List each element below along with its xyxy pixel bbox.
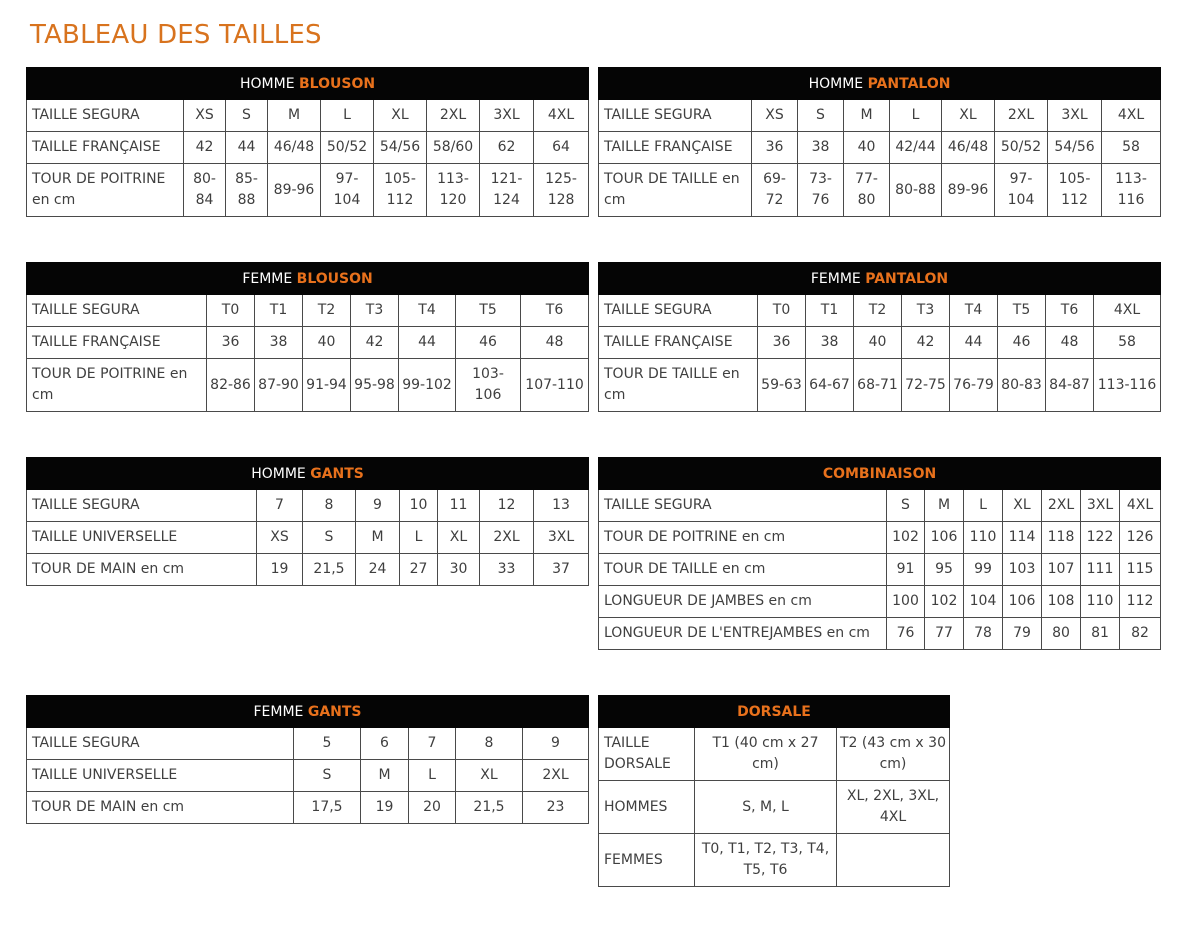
table-cell: 82 bbox=[1120, 618, 1161, 650]
table-cell: 44 bbox=[399, 327, 456, 359]
table-cell: 126 bbox=[1120, 522, 1161, 554]
table-cell: 64-67 bbox=[806, 359, 854, 412]
table-cell: 50/52 bbox=[995, 132, 1048, 164]
table-cell: 36 bbox=[207, 327, 255, 359]
row-label: TOUR DE MAIN en cm bbox=[27, 554, 257, 586]
table-cell: 4XL bbox=[534, 100, 589, 132]
homme-pantalon-table bbox=[598, 67, 1161, 217]
table-cell: 30 bbox=[438, 554, 480, 586]
table-cell: 73-76 bbox=[798, 164, 844, 217]
table-cell: 13 bbox=[534, 490, 589, 522]
table-cell: 113-120 bbox=[427, 164, 480, 217]
row-label: TOUR DE TAILLE en cm bbox=[599, 359, 758, 412]
table-cell: 110 bbox=[1081, 586, 1120, 618]
table-cell: 108 bbox=[1042, 586, 1081, 618]
table-cell: T2 bbox=[854, 295, 902, 327]
table-cell: 19 bbox=[361, 792, 409, 824]
table-cell: 3XL bbox=[1048, 100, 1102, 132]
table-cell: T4 bbox=[950, 295, 998, 327]
table-cell: S bbox=[798, 100, 844, 132]
row-label: TAILLE FRANÇAISE bbox=[599, 327, 758, 359]
table-cell: 38 bbox=[798, 132, 844, 164]
table-cell: 89-96 bbox=[942, 164, 995, 217]
table-cell: 107 bbox=[1042, 554, 1081, 586]
table-cell: 125-128 bbox=[534, 164, 589, 217]
table-cell: 99-102 bbox=[399, 359, 456, 412]
table-cell: 77 bbox=[925, 618, 964, 650]
table-cell: 20 bbox=[409, 792, 456, 824]
table-cell: 82-86 bbox=[207, 359, 255, 412]
table-cell: T3 bbox=[351, 295, 399, 327]
table-cell: 4XL bbox=[1094, 295, 1161, 327]
row-label: FEMMES bbox=[599, 834, 695, 887]
table-cell: 48 bbox=[1046, 327, 1094, 359]
table-cell: 91 bbox=[887, 554, 925, 586]
table-cell: 40 bbox=[303, 327, 351, 359]
table-cell: T2 bbox=[303, 295, 351, 327]
table-cell: 48 bbox=[521, 327, 589, 359]
table-cell: 36 bbox=[752, 132, 798, 164]
table-cell: XL bbox=[438, 522, 480, 554]
table-cell: S bbox=[294, 760, 361, 792]
table-cell: 7 bbox=[257, 490, 303, 522]
table-cell: T5 bbox=[456, 295, 521, 327]
table-cell: 85-88 bbox=[226, 164, 268, 217]
table-cell: 68-71 bbox=[854, 359, 902, 412]
table-cell: 3XL bbox=[534, 522, 589, 554]
row-label: TAILLE SEGURA bbox=[27, 728, 294, 760]
homme-blouson-table bbox=[26, 67, 589, 217]
table-cell: S, M, L bbox=[695, 781, 837, 834]
table-cell: 103 bbox=[1003, 554, 1042, 586]
table-cell: 42 bbox=[902, 327, 950, 359]
table-cell: M bbox=[925, 490, 964, 522]
table-cell: 112 bbox=[1120, 586, 1161, 618]
row-label: LONGUEUR DE L'ENTREJAMBES en cm bbox=[599, 618, 887, 650]
table-cell: 21,5 bbox=[456, 792, 523, 824]
table-cell: 12 bbox=[480, 490, 534, 522]
combinaison-table bbox=[598, 457, 1161, 650]
row-label: TAILLE FRANÇAISE bbox=[599, 132, 752, 164]
table-cell: 44 bbox=[226, 132, 268, 164]
table-cell: M bbox=[268, 100, 321, 132]
table-cell: T3 bbox=[902, 295, 950, 327]
table-cell: L bbox=[890, 100, 942, 132]
table-cell: 5 bbox=[294, 728, 361, 760]
table-cell: XS bbox=[184, 100, 226, 132]
table-cell: T5 bbox=[998, 295, 1046, 327]
dorsale-table bbox=[598, 695, 950, 887]
table-cell: 3XL bbox=[480, 100, 534, 132]
table-cell: 72-75 bbox=[902, 359, 950, 412]
table-cell: 40 bbox=[854, 327, 902, 359]
table-cell: 46 bbox=[998, 327, 1046, 359]
table-cell: 2XL bbox=[523, 760, 589, 792]
table-cell: 97-104 bbox=[995, 164, 1048, 217]
table-cell: 2XL bbox=[1042, 490, 1081, 522]
table-cell: 76-79 bbox=[950, 359, 998, 412]
table-header: HOMME BLOUSON bbox=[27, 68, 589, 100]
table-cell: L bbox=[400, 522, 438, 554]
row-label: TAILLE DORSALE bbox=[599, 728, 695, 781]
table-cell: S bbox=[226, 100, 268, 132]
table-cell: 97-104 bbox=[321, 164, 374, 217]
femme-gants-table bbox=[26, 695, 589, 824]
table-cell: L bbox=[409, 760, 456, 792]
table-cell: 17,5 bbox=[294, 792, 361, 824]
table-cell: 103-106 bbox=[456, 359, 521, 412]
page-title: TABLEAU DES TAILLES bbox=[30, 20, 322, 50]
table-cell: 114 bbox=[1003, 522, 1042, 554]
table-cell: 113-116 bbox=[1094, 359, 1161, 412]
table-header: FEMME PANTALON bbox=[599, 263, 1161, 295]
table-cell: XL bbox=[942, 100, 995, 132]
table-cell: 111 bbox=[1081, 554, 1120, 586]
table-cell: 89-96 bbox=[268, 164, 321, 217]
table-cell: 100 bbox=[887, 586, 925, 618]
row-label: TOUR DE POITRINE en cm bbox=[27, 359, 207, 412]
table-cell: 58/60 bbox=[427, 132, 480, 164]
table-cell: L bbox=[964, 490, 1003, 522]
table-cell: 27 bbox=[400, 554, 438, 586]
row-label: TAILLE SEGURA bbox=[27, 295, 207, 327]
table-cell: 2XL bbox=[995, 100, 1048, 132]
table-cell: 23 bbox=[523, 792, 589, 824]
table-cell: 21,5 bbox=[303, 554, 356, 586]
table-cell: T1 bbox=[255, 295, 303, 327]
table-cell: 4XL bbox=[1102, 100, 1161, 132]
row-label: TOUR DE TAILLE en cm bbox=[599, 164, 752, 217]
table-cell: 102 bbox=[887, 522, 925, 554]
table-cell: 80 bbox=[1042, 618, 1081, 650]
table-cell: 122 bbox=[1081, 522, 1120, 554]
row-label: LONGUEUR DE JAMBES en cm bbox=[599, 586, 887, 618]
row-label: TAILLE FRANÇAISE bbox=[27, 327, 207, 359]
table-cell bbox=[837, 834, 950, 887]
table-cell: 76 bbox=[887, 618, 925, 650]
table-header: FEMME BLOUSON bbox=[27, 263, 589, 295]
row-label: TOUR DE POITRINE en cm bbox=[599, 522, 887, 554]
table-cell: 69-72 bbox=[752, 164, 798, 217]
table-cell: 58 bbox=[1102, 132, 1161, 164]
row-label: TAILLE SEGURA bbox=[27, 100, 184, 132]
table-cell: M bbox=[361, 760, 409, 792]
row-label: HOMMES bbox=[599, 781, 695, 834]
table-cell: 118 bbox=[1042, 522, 1081, 554]
table-cell: 42 bbox=[351, 327, 399, 359]
table-cell: T0, T1, T2, T3, T4, T5, T6 bbox=[695, 834, 837, 887]
table-cell: 42/44 bbox=[890, 132, 942, 164]
table-cell: 3XL bbox=[1081, 490, 1120, 522]
table-cell: 95 bbox=[925, 554, 964, 586]
table-cell: 9 bbox=[523, 728, 589, 760]
table-cell: 87-90 bbox=[255, 359, 303, 412]
table-cell: T1 (40 cm x 27 cm) bbox=[695, 728, 837, 781]
table-cell: 10 bbox=[400, 490, 438, 522]
table-cell: 106 bbox=[925, 522, 964, 554]
table-cell: 58 bbox=[1094, 327, 1161, 359]
row-label: TAILLE FRANÇAISE bbox=[27, 132, 184, 164]
table-cell: 8 bbox=[456, 728, 523, 760]
row-label: TAILLE SEGURA bbox=[599, 490, 887, 522]
femme-pantalon-table bbox=[598, 262, 1161, 412]
table-cell: 24 bbox=[356, 554, 400, 586]
table-cell: 115 bbox=[1120, 554, 1161, 586]
table-cell: 36 bbox=[758, 327, 806, 359]
table-cell: 9 bbox=[356, 490, 400, 522]
table-cell: 7 bbox=[409, 728, 456, 760]
table-cell: 78 bbox=[964, 618, 1003, 650]
table-cell: 77-80 bbox=[844, 164, 890, 217]
table-cell: 102 bbox=[925, 586, 964, 618]
table-cell: 105-112 bbox=[1048, 164, 1102, 217]
table-cell: 54/56 bbox=[1048, 132, 1102, 164]
table-cell: 46/48 bbox=[942, 132, 995, 164]
table-cell: 54/56 bbox=[374, 132, 427, 164]
table-cell: T1 bbox=[806, 295, 854, 327]
row-label: TAILLE UNIVERSELLE bbox=[27, 760, 294, 792]
table-cell: XL bbox=[374, 100, 427, 132]
table-cell: 50/52 bbox=[321, 132, 374, 164]
table-cell: 99 bbox=[964, 554, 1003, 586]
table-cell: L bbox=[321, 100, 374, 132]
table-cell: 95-98 bbox=[351, 359, 399, 412]
table-cell: 33 bbox=[480, 554, 534, 586]
table-cell: 91-94 bbox=[303, 359, 351, 412]
table-cell: 38 bbox=[255, 327, 303, 359]
table-cell: 105-112 bbox=[374, 164, 427, 217]
table-cell: S bbox=[887, 490, 925, 522]
table-cell: 62 bbox=[480, 132, 534, 164]
table-cell: T0 bbox=[758, 295, 806, 327]
table-cell: 79 bbox=[1003, 618, 1042, 650]
table-cell: 2XL bbox=[480, 522, 534, 554]
table-cell: 80-83 bbox=[998, 359, 1046, 412]
table-cell: T2 (43 cm x 30 cm) bbox=[837, 728, 950, 781]
row-label: TAILLE UNIVERSELLE bbox=[27, 522, 257, 554]
table-cell: 6 bbox=[361, 728, 409, 760]
table-cell: T0 bbox=[207, 295, 255, 327]
table-cell: XS bbox=[752, 100, 798, 132]
table-cell: 64 bbox=[534, 132, 589, 164]
row-label: TOUR DE POITRINE en cm bbox=[27, 164, 184, 217]
table-cell: 4XL bbox=[1120, 490, 1161, 522]
homme-gants-table bbox=[26, 457, 589, 586]
row-label: TAILLE SEGURA bbox=[599, 295, 758, 327]
table-cell: M bbox=[356, 522, 400, 554]
table-cell: 81 bbox=[1081, 618, 1120, 650]
table-cell: 46 bbox=[456, 327, 521, 359]
table-cell: 84-87 bbox=[1046, 359, 1094, 412]
table-cell: T6 bbox=[521, 295, 589, 327]
table-cell: 38 bbox=[806, 327, 854, 359]
table-cell: 8 bbox=[303, 490, 356, 522]
table-cell: 46/48 bbox=[268, 132, 321, 164]
table-cell: T6 bbox=[1046, 295, 1094, 327]
table-cell: 80-84 bbox=[184, 164, 226, 217]
table-header: FEMME GANTS bbox=[27, 696, 589, 728]
table-cell: XL bbox=[1003, 490, 1042, 522]
table-cell: XL, 2XL, 3XL, 4XL bbox=[837, 781, 950, 834]
table-cell: 113-116 bbox=[1102, 164, 1161, 217]
table-cell: S bbox=[303, 522, 356, 554]
table-cell: 80-88 bbox=[890, 164, 942, 217]
table-cell: 121-124 bbox=[480, 164, 534, 217]
table-cell: T4 bbox=[399, 295, 456, 327]
table-cell: XL bbox=[456, 760, 523, 792]
table-header: HOMME PANTALON bbox=[599, 68, 1161, 100]
row-label: TAILLE SEGURA bbox=[27, 490, 257, 522]
femme-blouson-table bbox=[26, 262, 589, 412]
table-cell: 11 bbox=[438, 490, 480, 522]
table-header: HOMME GANTS bbox=[27, 458, 589, 490]
table-header: DORSALE bbox=[599, 696, 950, 728]
row-label: TOUR DE MAIN en cm bbox=[27, 792, 294, 824]
table-cell: 59-63 bbox=[758, 359, 806, 412]
table-cell: 44 bbox=[950, 327, 998, 359]
table-cell: 2XL bbox=[427, 100, 480, 132]
table-cell: 37 bbox=[534, 554, 589, 586]
table-cell: 110 bbox=[964, 522, 1003, 554]
table-header: COMBINAISON bbox=[599, 458, 1161, 490]
table-cell: XS bbox=[257, 522, 303, 554]
table-cell: 40 bbox=[844, 132, 890, 164]
table-cell: M bbox=[844, 100, 890, 132]
table-cell: 42 bbox=[184, 132, 226, 164]
row-label: TAILLE SEGURA bbox=[599, 100, 752, 132]
table-cell: 19 bbox=[257, 554, 303, 586]
table-cell: 104 bbox=[964, 586, 1003, 618]
table-cell: 106 bbox=[1003, 586, 1042, 618]
table-cell: 107-110 bbox=[521, 359, 589, 412]
row-label: TOUR DE TAILLE en cm bbox=[599, 554, 887, 586]
